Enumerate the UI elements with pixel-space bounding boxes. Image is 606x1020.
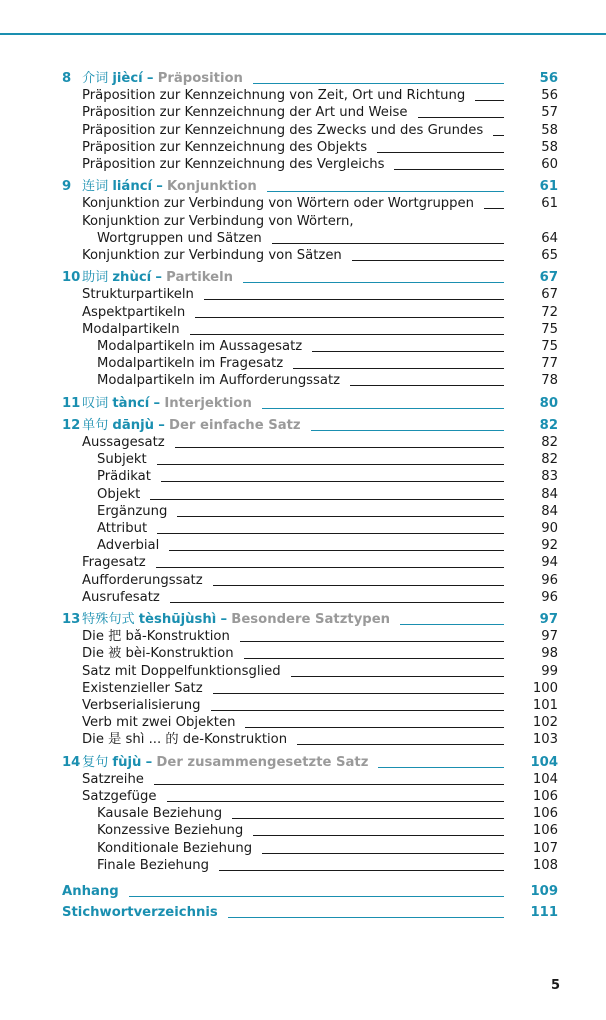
appendix-heading[interactable]: [0, 883, 558, 900]
subentry-page: 77: [541, 356, 558, 371]
entry-title: Satz mit Doppelfunktionsglied: [82, 664, 281, 679]
chapter-dash: –: [155, 270, 162, 285]
toc-entry[interactable]: [0, 304, 558, 321]
dot-leader: [204, 299, 504, 300]
toc-entry[interactable]: [0, 645, 558, 662]
dot-leader: [175, 447, 504, 448]
entry-title: Aufforderungssatz: [82, 573, 203, 588]
toc-entry[interactable]: [0, 628, 558, 645]
chapter-pinyin: jiècí: [112, 71, 143, 86]
subentry-page: 82: [541, 452, 558, 467]
dot-leader: [245, 727, 504, 728]
subentry-page: 106: [532, 823, 558, 838]
dot-leader: [157, 533, 504, 534]
subentry-title: Ergänzung: [97, 504, 168, 519]
chapter-number: 13: [62, 612, 81, 627]
dot-leader: [253, 835, 504, 836]
entry-page: 64: [541, 231, 558, 246]
subentry-title: Kausale Beziehung: [97, 806, 223, 821]
chapter-page: 104: [530, 755, 558, 770]
toc-entry[interactable]: [0, 156, 558, 173]
chapter-chinese-term: 助词: [82, 270, 109, 285]
dot-leader: [352, 260, 504, 261]
toc-subentry[interactable]: [0, 468, 558, 485]
chapter-title: Der zusammengesetzte Satz: [156, 755, 369, 770]
entry-page: 94: [541, 555, 558, 570]
dot-leader: [150, 499, 504, 500]
subentry-title: Prädikat: [97, 469, 151, 484]
dot-leader: [378, 767, 504, 768]
toc-subentry[interactable]: [0, 451, 558, 468]
dot-leader: [232, 818, 504, 819]
subentry-title: Adverbial: [97, 538, 160, 553]
dot-leader: [418, 117, 504, 118]
toc-entry[interactable]: [0, 434, 558, 451]
toc-subentry[interactable]: [0, 503, 558, 520]
appendix-title: Anhang: [62, 884, 119, 899]
dot-leader: [228, 917, 504, 918]
subentry-page: 107: [532, 841, 558, 856]
entry-title: Die 被 bèi-Konstruktion: [82, 646, 234, 661]
chapter-dash: –: [146, 71, 154, 86]
toc-entry[interactable]: [0, 122, 558, 139]
subentry-page: 90: [541, 521, 558, 536]
toc-entry[interactable]: [0, 104, 558, 121]
dot-leader: [350, 385, 504, 386]
chapter-page: 80: [539, 396, 558, 411]
chapter-heading[interactable]: [0, 417, 558, 434]
entry-title: Präposition zur Kennzeichnung des Objekts: [82, 140, 368, 155]
entry-title: Konjunktion zur Verbindung von Wörtern oder Wortgruppen: [82, 196, 475, 211]
subentry-title: Konditionale Beziehung: [97, 841, 253, 856]
chapter-title: Konjunktion: [167, 179, 257, 194]
dot-leader: [297, 744, 504, 745]
dot-leader: [154, 784, 504, 785]
dot-leader: [272, 243, 504, 244]
chapter-pinyin: liáncí: [112, 179, 153, 194]
dot-leader: [219, 870, 504, 871]
entry-title: Verbserialisierung: [82, 698, 201, 713]
dot-leader: [243, 282, 504, 283]
toc-entry[interactable]: [0, 663, 558, 680]
toc-entry[interactable]: [0, 788, 558, 805]
chapter-pinyin: tèshūjùshì: [138, 612, 217, 627]
entry-page: 104: [532, 772, 558, 787]
chapter-heading[interactable]: [0, 611, 558, 628]
chapter-number: 9: [62, 179, 72, 194]
chapter-title: Partikeln: [166, 270, 233, 285]
subentry-page: 78: [541, 373, 558, 388]
toc-subentry[interactable]: [0, 372, 558, 389]
dot-leader: [311, 430, 504, 431]
dot-leader: [475, 100, 504, 101]
chapter-dash: –: [153, 396, 161, 411]
dot-leader: [170, 602, 504, 603]
subentry-title: Attribut: [97, 521, 148, 536]
subentry-page: 84: [541, 487, 558, 502]
subentry-page: 84: [541, 504, 558, 519]
entry-title: Aspektpartikeln: [82, 305, 186, 320]
entry-page: 72: [541, 305, 558, 320]
toc-entry[interactable]: [0, 213, 558, 230]
subentry-page: 108: [532, 858, 558, 873]
entry-page: 96: [541, 573, 558, 588]
entry-page: 103: [532, 732, 558, 747]
subentry-title: Modalpartikeln im Aussagesatz: [97, 339, 303, 354]
subentry-title: Konzessive Beziehung: [97, 823, 244, 838]
entry-title-continuation: Wortgruppen und Sätzen: [97, 231, 262, 246]
subentry-title: Subjekt: [97, 452, 147, 467]
appendix-page: 109: [530, 884, 558, 899]
entry-title: Existenzieller Satz: [82, 681, 203, 696]
dot-leader: [177, 516, 504, 517]
chapter-page: 56: [539, 71, 558, 86]
dot-leader: [157, 464, 504, 465]
chapter-page: 61: [539, 179, 558, 194]
dot-leader: [129, 896, 504, 897]
toc-entry[interactable]: [0, 87, 558, 104]
chapter-chinese-term: 连词: [82, 179, 109, 194]
toc-entry[interactable]: [0, 321, 558, 338]
chapter-heading[interactable]: [0, 395, 558, 412]
dot-leader: [312, 351, 504, 352]
chapter-number: 8: [62, 71, 72, 86]
entry-title: Die 是 shì ... 的 de-Konstruktion: [82, 732, 288, 747]
dot-leader: [156, 567, 504, 568]
dot-leader: [161, 481, 504, 482]
entry-page: 75: [541, 322, 558, 337]
subentry-page: 75: [541, 339, 558, 354]
toc-subentry[interactable]: [0, 338, 558, 355]
toc-subentry[interactable]: [0, 486, 558, 503]
dot-leader: [169, 550, 504, 551]
entry-title: Satzreihe: [82, 772, 144, 787]
chapter-title: Präposition: [157, 71, 243, 86]
chapter-title: Der einfache Satz: [169, 418, 301, 433]
entry-page: 106: [532, 789, 558, 804]
toc-entry[interactable]: [0, 139, 558, 156]
toc-entry[interactable]: [0, 589, 558, 606]
entry-page: 96: [541, 590, 558, 605]
appendix-title: Stichwortverzeichnis: [62, 905, 218, 920]
entry-page: 57: [541, 105, 558, 120]
chapter-dash: –: [220, 612, 228, 627]
subentry-page: 106: [532, 806, 558, 821]
entry-title: Präposition zur Kennzeichnung des Vergleichs: [82, 157, 385, 172]
dot-leader: [377, 152, 504, 153]
toc-entry[interactable]: [0, 195, 558, 212]
chapter-heading[interactable]: [0, 754, 558, 771]
subentry-page: 92: [541, 538, 558, 553]
toc-entry[interactable]: [0, 731, 558, 748]
entry-title: Präposition zur Kennzeichnung von Zeit, Ort und Richtung: [82, 88, 466, 103]
entry-page: 65: [541, 248, 558, 263]
toc-subentry[interactable]: [0, 840, 558, 857]
toc-entry[interactable]: [0, 286, 558, 303]
page-number: 5: [550, 978, 560, 993]
chapter-chinese-term: 特殊句式: [82, 612, 135, 627]
chapter-pinyin: zhùcí: [112, 270, 152, 285]
entry-page: 101: [532, 698, 558, 713]
entry-title: Präposition zur Kennzeichnung des Zwecks und des Grundes: [82, 123, 484, 138]
dot-leader: [244, 658, 504, 659]
dot-leader: [267, 191, 504, 192]
toc-entry[interactable]: [0, 714, 558, 731]
chapter-chinese-term: 单句: [82, 418, 109, 433]
entry-title: Konjunktion zur Verbindung von Sätzen: [82, 248, 342, 263]
entry-title: Aussagesatz: [82, 435, 165, 450]
entry-page: 98: [541, 646, 558, 661]
chapter-pinyin: fùjù: [112, 755, 142, 770]
entry-page: 58: [541, 140, 558, 155]
chapter-number: 10: [62, 270, 81, 285]
toc-entry[interactable]: [0, 247, 558, 264]
chapter-chinese-term: 复句: [82, 755, 109, 770]
entry-title: Modalpartikeln: [82, 322, 180, 337]
toc-entry[interactable]: [0, 554, 558, 571]
toc-subentry[interactable]: [0, 355, 558, 372]
appendix-heading[interactable]: [0, 904, 558, 921]
entry-title: Die 把 bǎ-Konstruktion: [82, 629, 230, 644]
entry-page: 97: [541, 629, 558, 644]
entry-title: Präposition zur Kennzeichnung der Art und Weise: [82, 105, 408, 120]
dot-leader: [213, 585, 504, 586]
entry-title: Strukturpartikeln: [82, 287, 194, 302]
toc-entry[interactable]: [0, 697, 558, 714]
toc-entry[interactable]: [0, 572, 558, 589]
entry-page: 100: [532, 681, 558, 696]
entry-page: 102: [532, 715, 558, 730]
chapter-page: 82: [539, 418, 558, 433]
subentry-page: 83: [541, 469, 558, 484]
dot-leader: [262, 408, 504, 409]
chapter-heading[interactable]: [0, 70, 558, 87]
chapter-dash: –: [156, 179, 163, 194]
entry-page: 58: [541, 123, 558, 138]
chapter-number: 12: [62, 418, 81, 433]
chapter-chinese-term: 介词: [82, 71, 109, 86]
dot-leader: [253, 83, 504, 84]
chapter-page: 97: [539, 612, 558, 627]
entry-page: 61: [541, 196, 558, 211]
dot-leader: [190, 334, 504, 335]
dot-leader: [400, 624, 504, 625]
toc-subentry[interactable]: [0, 537, 558, 554]
entry-page: 67: [541, 287, 558, 302]
chapter-heading[interactable]: [0, 178, 558, 195]
chapter-pinyin: tàncí: [112, 396, 150, 411]
entry-title: Konjunktion zur Verbindung von Wörtern,: [82, 214, 354, 229]
dot-leader: [493, 135, 504, 136]
dot-leader: [211, 710, 504, 711]
subentry-title: Modalpartikeln im Aufforderungssatz: [97, 373, 341, 388]
dot-leader: [195, 317, 504, 318]
dot-leader: [293, 368, 504, 369]
toc-entry[interactable]: [0, 771, 558, 788]
toc-subentry[interactable]: [0, 805, 558, 822]
chapter-dash: –: [158, 418, 165, 433]
chapter-heading[interactable]: [0, 269, 558, 286]
toc-entry[interactable]: [0, 680, 558, 697]
toc-subentry[interactable]: [0, 520, 558, 537]
dot-leader: [167, 801, 504, 802]
toc-subentry[interactable]: [0, 822, 558, 839]
entry-page: 60: [541, 157, 558, 172]
subentry-title: Modalpartikeln im Fragesatz: [97, 356, 284, 371]
entry-page: 99: [541, 664, 558, 679]
entry-title: Fragesatz: [82, 555, 146, 570]
entry-page: 56: [541, 88, 558, 103]
chapter-pinyin: dānjù: [112, 418, 155, 433]
chapter-page: 67: [539, 270, 558, 285]
entry-title: Ausrufesatz: [82, 590, 160, 605]
chapter-dash: –: [145, 755, 153, 770]
dot-leader: [291, 676, 504, 677]
chapter-number: 14: [62, 755, 81, 770]
appendix-page: 111: [530, 905, 558, 920]
dot-leader: [394, 169, 504, 170]
entry-title: Verb mit zwei Objekten: [82, 715, 236, 730]
entry-title: Satzgefüge: [82, 789, 157, 804]
toc-entry-continuation[interactable]: [0, 230, 558, 247]
chapter-title: Interjektion: [164, 396, 252, 411]
dot-leader: [240, 641, 504, 642]
entry-page: 82: [541, 435, 558, 450]
dot-leader: [213, 693, 504, 694]
toc-subentry[interactable]: [0, 857, 558, 874]
subentry-title: Finale Beziehung: [97, 858, 210, 873]
chapter-chinese-term: 叹词: [82, 396, 109, 411]
dot-leader: [484, 208, 504, 209]
chapter-number: 11: [62, 396, 81, 411]
dot-leader: [262, 853, 504, 854]
subentry-title: Objekt: [97, 487, 141, 502]
chapter-title: Besondere Satztypen: [231, 612, 391, 627]
